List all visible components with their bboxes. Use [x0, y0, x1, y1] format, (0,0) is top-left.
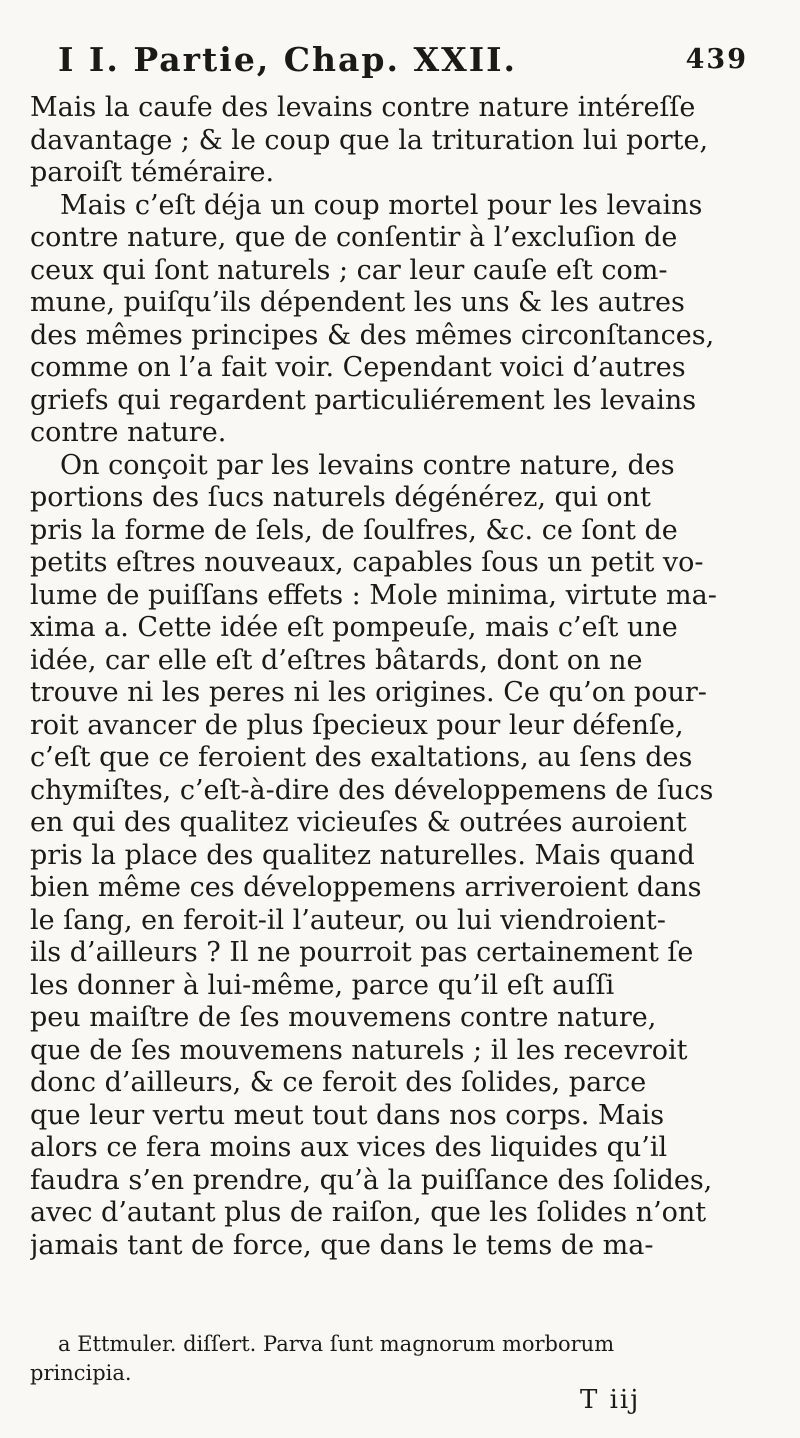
text-line: paroiſt téméraire. [30, 157, 275, 188]
footnote-line: a Ettmuler. diſſert. Parva ſunt magnorum morborum [58, 1332, 615, 1356]
text-line: pris la place des qualitez naturelles. Mais quand [30, 839, 695, 871]
text-line: pris la forme de ſels, de ſoulfres, &c. ce ſont de [30, 514, 678, 546]
text-line: contre nature, que de conſentir à l’excluſion de [30, 222, 678, 253]
text-line: peu maiſtre de ſes mouvemens contre nature, [30, 1002, 657, 1033]
text-line: le ſang, en feroit-il l’auteur, ou lui viendroient- [30, 904, 666, 936]
text-line: xima a. Cette idée eſt pompeuſe, mais c’eſt une [30, 612, 678, 643]
footnote [30, 1330, 770, 1388]
text-line: mune, puiſqu’ils dépendent les uns & les autres [30, 287, 685, 318]
text-line: comme on l’a fait voir. Cependant voici d’autres [30, 352, 686, 383]
text-line: ils d’ailleurs ? Il ne pourroit pas certainement ſe [30, 937, 694, 968]
running-title: I I. Partie, Chap. XXII. [58, 40, 518, 79]
text-line: c’eſt que ce feroient des exaltations, au ſens des [30, 742, 693, 773]
text-line: les donner à lui-même, parce qu’il eſt auſſi [30, 969, 615, 1001]
text-line: trouve ni les peres ni les origines. Ce qu’on pour- [30, 677, 707, 708]
body-text [30, 92, 770, 1262]
text-line: jamais tant de force, que dans le tems de ma- [30, 1229, 654, 1261]
text-line: griefs qui regardent particuliérement les levains [30, 384, 697, 416]
signature-mark: T iij [580, 1385, 641, 1415]
text-line: chymiſtes, c’eſt-à-dire des développemens de ſucs [30, 774, 714, 806]
text-line: faudra s’en prendre, qu’à la puiſſance des ſolides, [30, 1164, 713, 1196]
text-line: bien même ces développemens arriveroient dans [30, 872, 702, 903]
text-line: lume de puiſſans effets : Mole minima, virtute ma- [30, 579, 717, 611]
text-line: des mêmes principes & des mêmes circonſtances, [30, 319, 715, 351]
text-line: idée, car elle eſt d’eſtres bâtards, dont on ne [30, 644, 643, 676]
page-number: 439 [685, 44, 748, 75]
text-line: roit avancer de plus ſpecieux pour leur défenſe, [30, 709, 684, 741]
page-header [58, 40, 748, 92]
text-line: donc d’ailleurs, & ce feroit des ſolides, parce [30, 1067, 647, 1098]
text-line: contre nature. [30, 417, 227, 448]
text-line: avec d’autant plus de raiſon, que les ſolides n’ont [30, 1197, 707, 1228]
text-line: Mais la caufe des levains contre nature intéreſſe [30, 92, 696, 123]
text-line: ceux qui ſont naturels ; car leur cauſe eſt com- [30, 254, 668, 286]
text-line: que leur vertu meut tout dans nos corps. Mais [30, 1099, 665, 1131]
text-line: davantage ; & le coup que la trituration lui porte, [30, 124, 709, 156]
text-line: portions des ſucs naturels dégénérez, qui ont [30, 482, 651, 513]
footnote-line: principia. [30, 1361, 132, 1385]
text-line: Mais c’eſt déja un coup mortel pour les levains [60, 189, 703, 221]
text-line: alors ce fera moins aux vices des liquides qu’il [30, 1132, 668, 1163]
text-line: petits eſtres nouveaux, capables ſous un petit vo- [30, 547, 704, 578]
text-line: On conçoit par les levains contre nature, des [60, 449, 675, 481]
text-line: en qui des qualitez vicieuſes & outrées auroient [30, 807, 687, 838]
text-line: que de ſes mouvemens naturels ; il les recevroit [30, 1034, 688, 1066]
